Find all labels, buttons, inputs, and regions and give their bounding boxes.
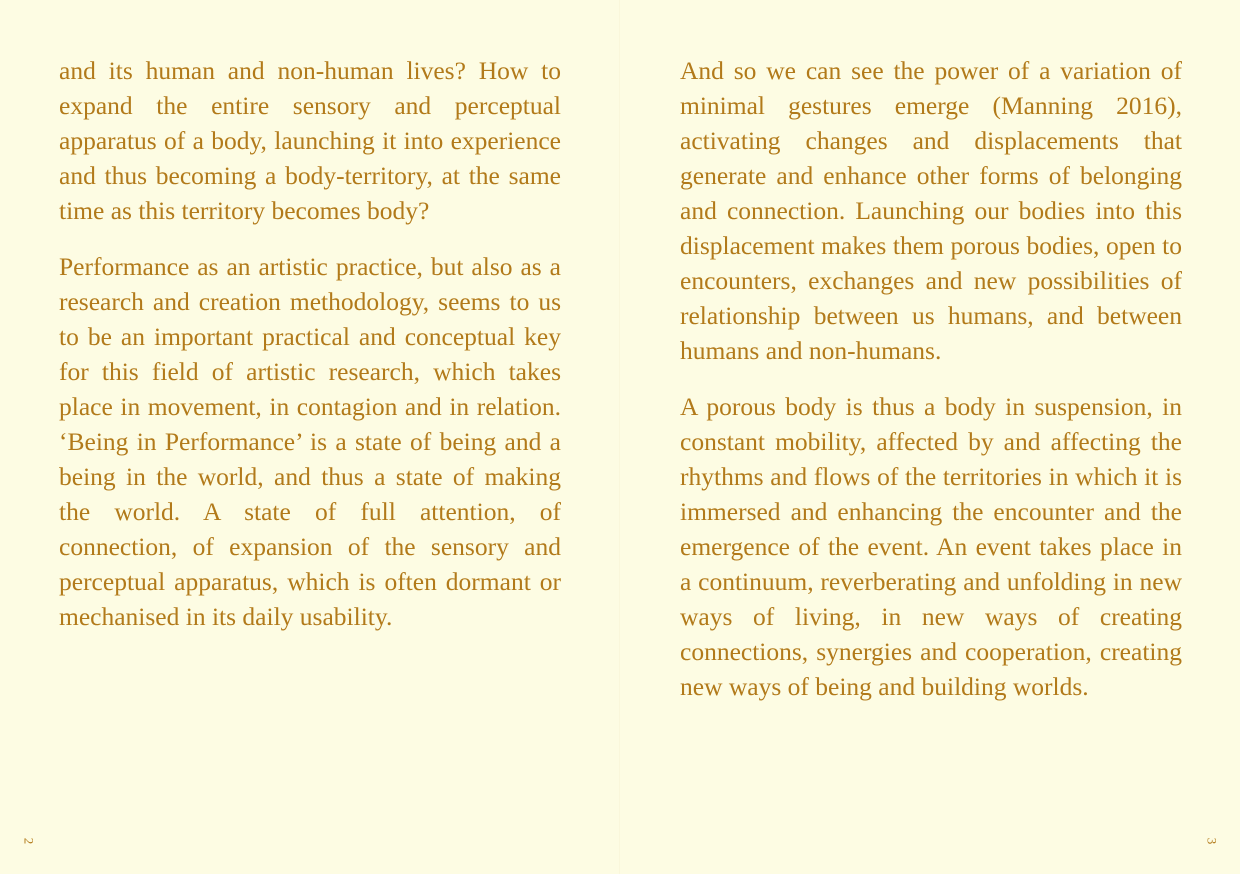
page-number: 2 [21,837,37,845]
paragraph: And so we can see the power of a variation of minimal gestures emerge (Manning 2016), activating changes and displacements that generate and enhance other forms of belonging and connection. Launching our bodies into this displacement makes them porous bodies, open to encounters, exchanges and new possibilities of relationship between us humans, and between humans and non-humans. [680,56,1182,365]
paragraph: Performance as an artistic practice, but also as a research and creation methodology, seems to us to be an important practical and conceptual key for this field of artistic research, which takes place in movement, in contagion and in relation. ‘Being in Performance’ is a state of being and a being in the world, and thus a state of making the world. A state of full attention, of connection, of expansion of the sensory and perceptual apparatus, which is often dormant or mechanised in its daily usability. [59,252,561,631]
right-text-column [680,53,1182,725]
paragraph: and its human and non-human lives? How to expand the entire sensory and perceptual apparatus of a body, launching it into experience and thus becoming a body-territory, at the same time as this territory becomes body? [59,56,561,225]
paragraph: A porous body is thus a body in suspension, in constant mobility, affected by and affecting the rhythms and flows of the territories in which it is immersed and enhancing the encounter and the emergence of the event. An event takes place in a continuum, reverberating and unfolding in new ways of living, in new ways of creating connections, synergies and cooperation, creating new ways of being and building worlds. [680,392,1182,701]
right-page [620,0,1240,874]
left-text-column [59,53,561,655]
page-number: 3 [1204,837,1220,845]
